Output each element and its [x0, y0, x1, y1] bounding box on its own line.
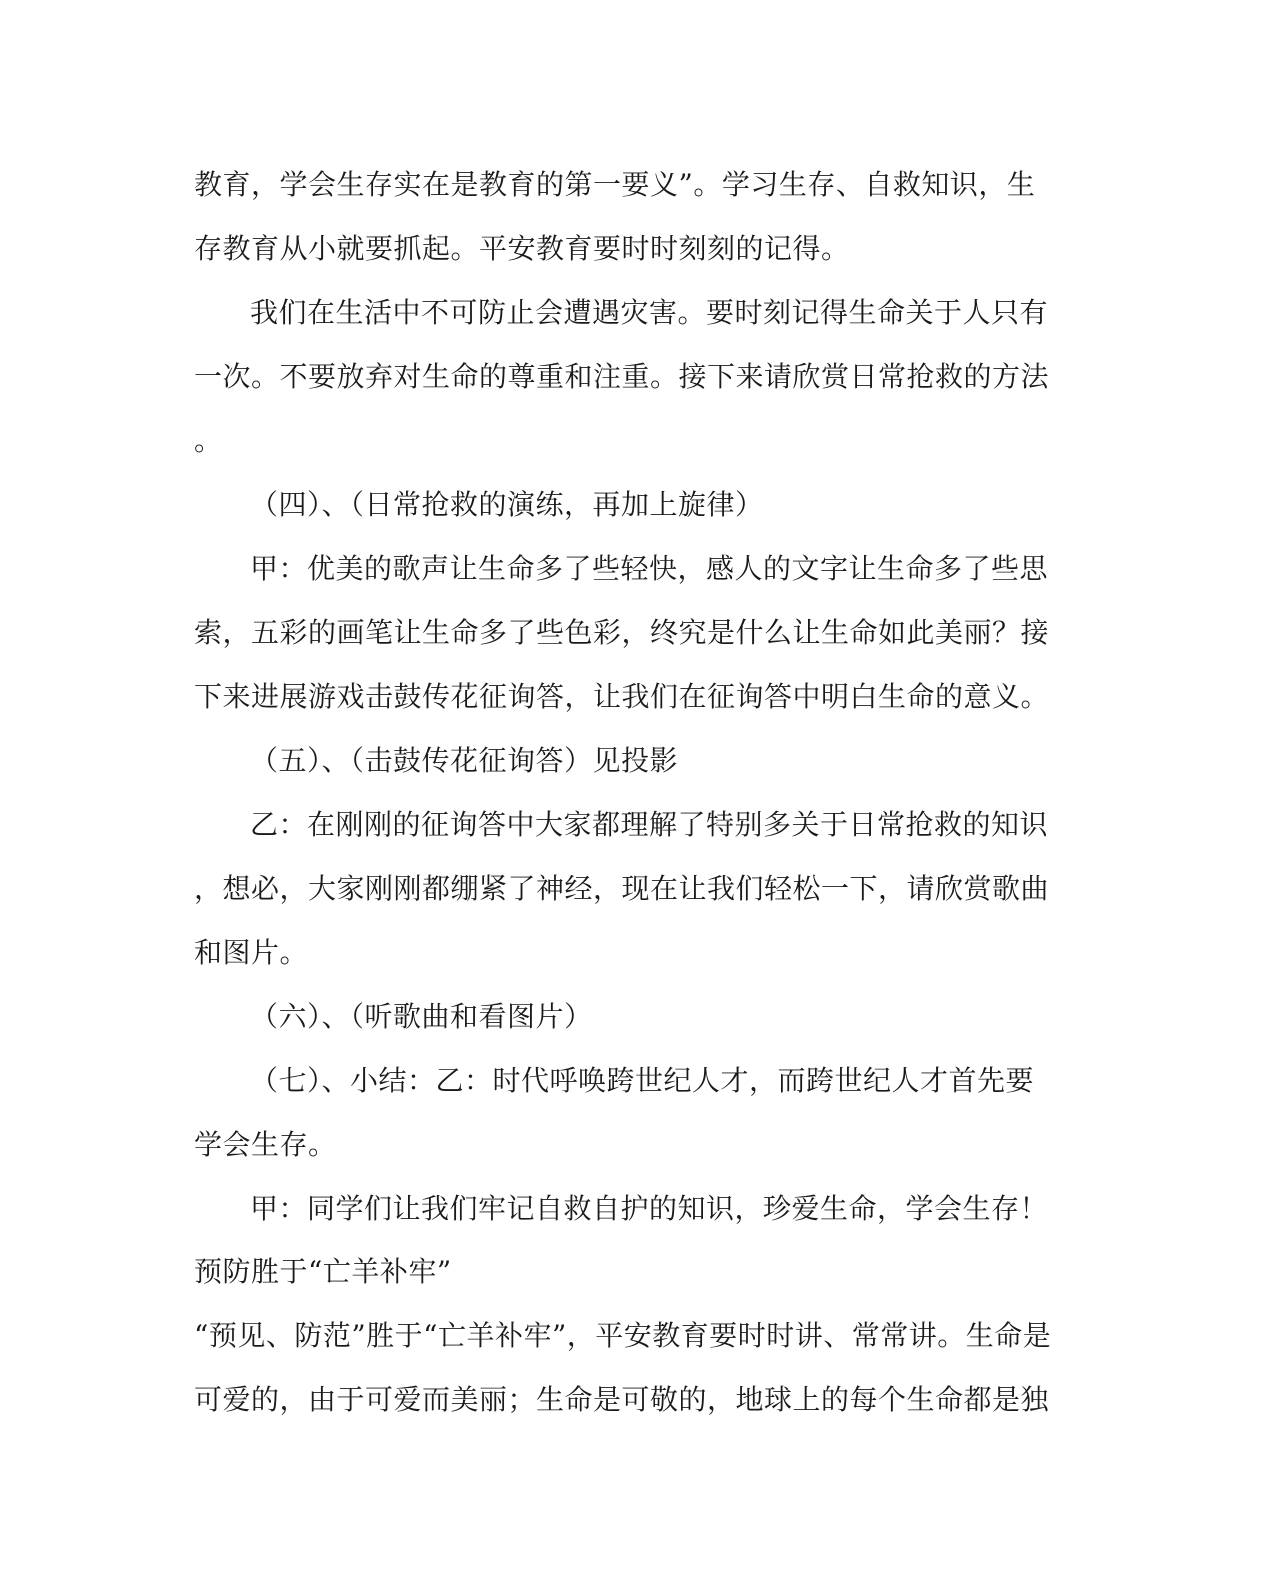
text-line: 存教育从小就要抓起。平安教育要时时刻刻的记得。	[194, 232, 850, 265]
paragraph-start: 甲：同学们让我们牢记自救自护的知识，珍爱生命，学会生存！	[250, 1192, 1049, 1225]
text-line: 下来进展游戏击鼓传花征询答，让我们在征询答中明白生命的意义。	[194, 680, 1050, 713]
article-title: 预防胜于“亡羊补牢”	[194, 1255, 452, 1288]
section-heading: （七）、小结：乙：时代呼唤跨世纪人才，而跨世纪人才首先要	[250, 1064, 1035, 1097]
text-line: 。	[194, 424, 223, 457]
section-heading: （六）、（听歌曲和看图片）	[250, 1000, 593, 1033]
text-line: “预见、防范”胜于“亡羊补牢”，平安教育要时时讲、常常讲。生命是	[194, 1319, 1052, 1352]
text-line: 可爱的，由于可爱而美丽；生命是可敬的，地球上的每个生命都是独	[194, 1383, 1050, 1416]
text-line: 索，五彩的画笔让生命多了些色彩，终究是什么让生命如此美丽？接	[194, 616, 1050, 649]
text-line: 和图片。	[194, 936, 309, 969]
section-heading: （五）、（击鼓传花征询答）见投影	[250, 744, 679, 777]
text-line: 学会生存。	[194, 1128, 337, 1161]
paragraph-start: 乙：在刚刚的征询答中大家都理解了特别多关于日常抢救的知识	[250, 808, 1049, 841]
paragraph-start: 甲：优美的歌声让生命多了些轻快，感人的文字让生命多了些思	[250, 552, 1049, 585]
text-line: 教育，学会生存实在是教育的第一要义”。学习生存、自救知识，生	[194, 168, 1036, 201]
text-line: ，想必，大家刚刚都绷紧了神经，现在让我们轻松一下，请欣赏歌曲	[194, 872, 1050, 905]
paragraph-start: 我们在生活中不可防止会遭遇灾害。要时刻记得生命关于人只有	[250, 296, 1049, 329]
text-line: 一次。不要放弃对生命的尊重和注重。接下来请欣赏日常抢救的方法	[194, 360, 1050, 393]
section-heading: （四）、（日常抢救的演练，再加上旋律）	[250, 488, 764, 521]
